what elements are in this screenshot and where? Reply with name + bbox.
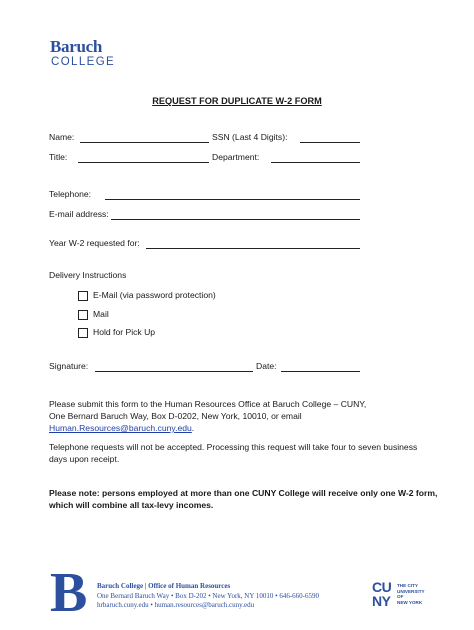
- email-label: E-mail address:: [49, 209, 109, 219]
- pickup-delivery-checkbox[interactable]: [78, 328, 88, 338]
- date-label: Date:: [256, 361, 277, 371]
- form-title: REQUEST FOR DUPLICATE W-2 FORM: [152, 96, 322, 106]
- footer-line-1: Baruch College | Office of Human Resources: [97, 582, 231, 590]
- hr-email-link[interactable]: Human.Resources@baruch.cuny.edu: [49, 423, 192, 433]
- year-field[interactable]: [146, 248, 360, 249]
- instructions-line-1: Please submit this form to the Human Resources Office at Baruch College – CUNY,: [49, 399, 367, 409]
- instructions-line-3: [49, 422, 439, 434]
- mail-delivery-label: Mail: [93, 309, 109, 319]
- cuny-tagline: [397, 583, 425, 605]
- department-field[interactable]: [271, 162, 360, 163]
- title-field[interactable]: [78, 162, 209, 163]
- cuny-tagline-2: UNIVERSITY: [397, 588, 425, 594]
- baruch-b-logo: B: [50, 562, 88, 624]
- footer-line-2: One Bernard Baruch Way • Box D-202 • New York, NY 10010 • 646-660-6590: [97, 591, 320, 600]
- footer-contact: [97, 582, 377, 611]
- logo-line-baruch: Baruch: [50, 37, 103, 56]
- logo-line-college: COLLEGE: [51, 56, 116, 68]
- telephone-label: Telephone:: [49, 189, 92, 199]
- date-field[interactable]: [281, 371, 360, 372]
- note-line-1: Please note: persons employed at more than one CUNY College will receive only one W-2 form,: [49, 488, 438, 498]
- telephone-note-line-2: days upon receipt.: [49, 454, 120, 464]
- telephone-note: [49, 441, 439, 465]
- note-line-2: which will combine all tax-levy incomes.: [49, 500, 214, 510]
- mail-delivery-checkbox[interactable]: [78, 310, 88, 320]
- cuny-tagline-3: OF: [397, 594, 404, 599]
- ssn-label: SSN (Last 4 Digits):: [212, 132, 288, 142]
- signature-field[interactable]: [95, 371, 253, 372]
- instructions-line-2: One Bernard Baruch Way, Box D-0202, New York, 10010, or email: [49, 411, 302, 421]
- department-label: Department:: [212, 152, 260, 162]
- email-delivery-checkbox[interactable]: [78, 291, 88, 301]
- cuny-tagline-1: THE CITY: [397, 583, 418, 588]
- pickup-delivery-label: Hold for Pick Up: [93, 327, 156, 337]
- cuny-word-bottom: NY: [372, 593, 391, 609]
- year-label: Year W-2 requested for:: [49, 238, 140, 248]
- delivery-heading: Delivery Instructions: [49, 270, 127, 280]
- name-field[interactable]: [80, 142, 209, 143]
- email-delivery-label: E-Mail (via password protection): [93, 290, 216, 300]
- telephone-note-line-1: Telephone requests will not be accepted. Processing this request will take four to seven business: [49, 442, 418, 452]
- cuny-word-top: CU: [372, 579, 392, 595]
- telephone-field[interactable]: [105, 199, 360, 200]
- email-field[interactable]: [111, 219, 360, 220]
- ssn-field[interactable]: [300, 142, 360, 143]
- cuny-logo: [372, 580, 432, 610]
- multi-college-note: [49, 487, 449, 511]
- title-label: Title:: [49, 152, 68, 162]
- email-suffix: .: [191, 423, 195, 433]
- submission-instructions: [49, 398, 439, 434]
- cuny-tagline-4: NEW YORK: [397, 599, 423, 605]
- name-label: Name:: [49, 132, 75, 142]
- footer-line-3: hrbaruch.cuny.edu • human.resources@baruch.cuny.edu: [97, 601, 255, 609]
- signature-label: Signature:: [49, 361, 89, 371]
